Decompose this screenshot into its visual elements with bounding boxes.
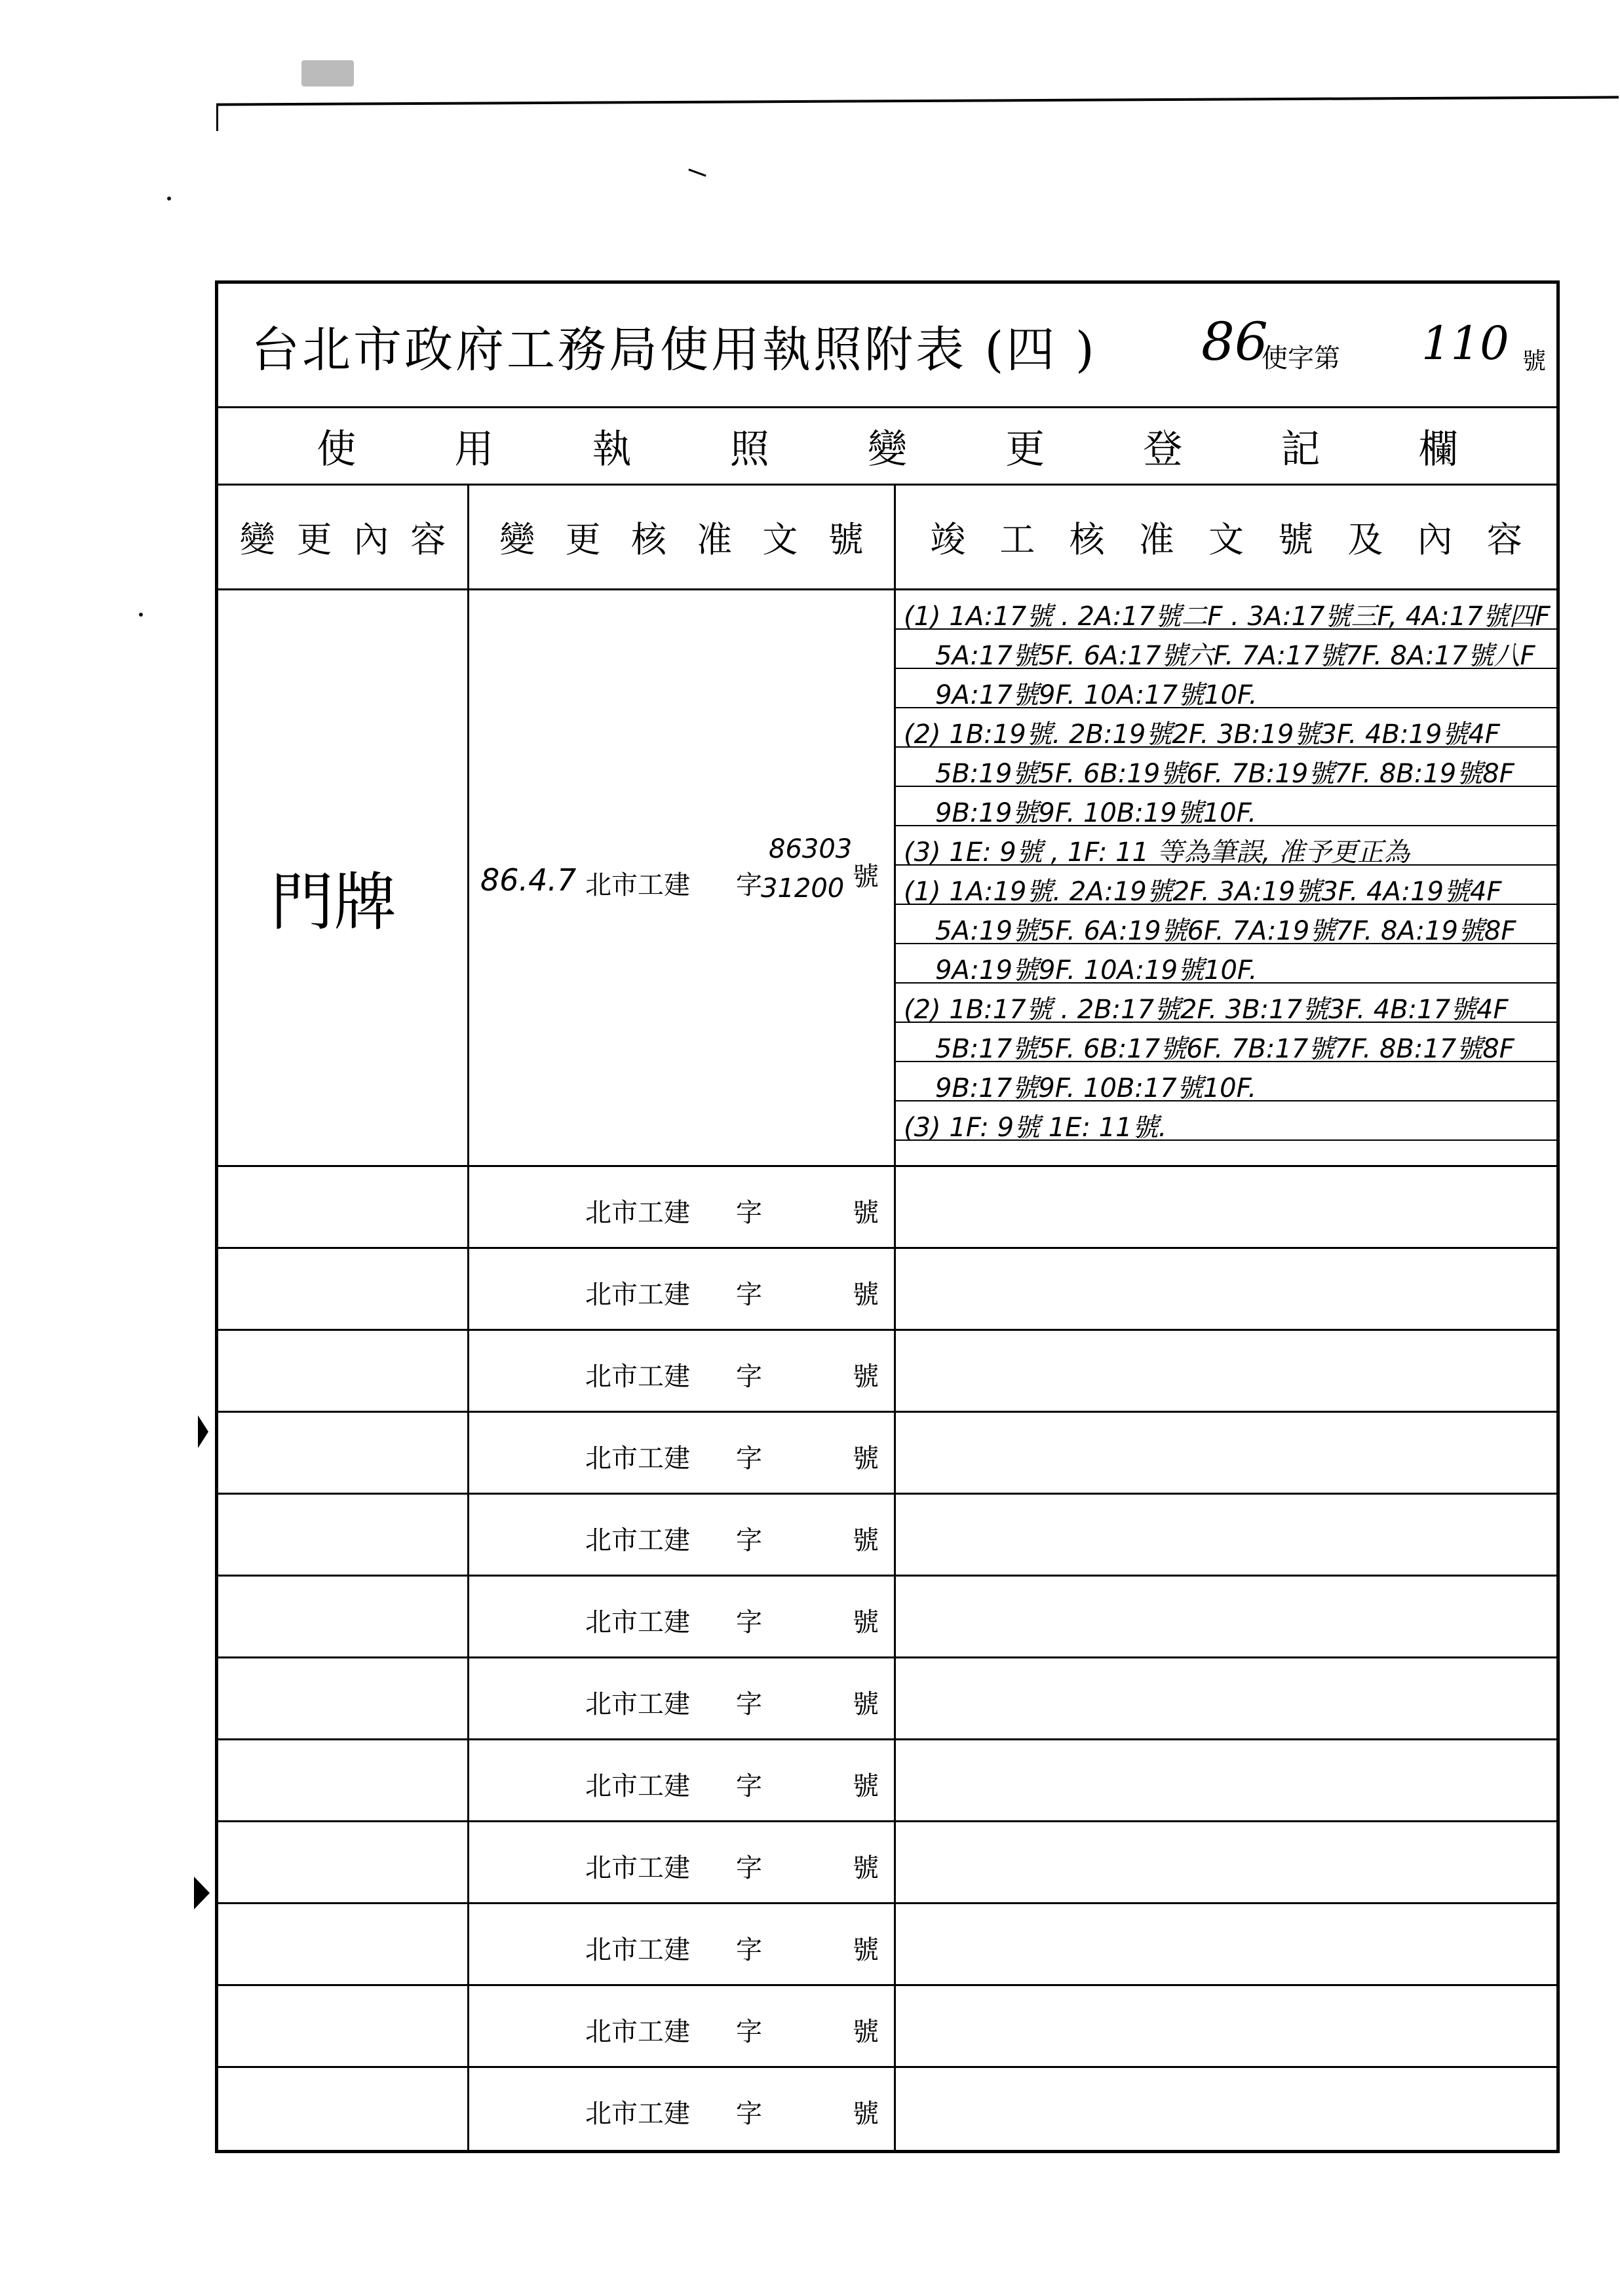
detail-line-3: 9A:17號9F. 10A:17號10F. <box>935 680 1258 710</box>
section-header-row <box>218 408 1556 486</box>
blank-row <box>218 1167 1556 1249</box>
scan-edge-mark <box>688 168 706 176</box>
detail-line-13: 9B:17號9F. 10B:17號10F. <box>935 1073 1257 1103</box>
blank-row <box>218 1249 1556 1331</box>
row-zi: 字 <box>736 1525 762 1556</box>
col-char: 號 <box>1278 519 1314 560</box>
col-char: 文 <box>762 519 798 560</box>
permit-year: 86 <box>1201 311 1268 372</box>
permit-prefix: 使字第 <box>1262 343 1340 373</box>
blank-row <box>218 1413 1556 1495</box>
scan-speck <box>139 613 143 617</box>
scan-speck <box>301 60 354 86</box>
completion-details <box>896 590 1556 1167</box>
detail-line-6: 9B:19號9F. 10B:19號10F. <box>935 798 1257 828</box>
section-char: 登 <box>1143 426 1183 472</box>
scan-edge-mark <box>216 105 218 131</box>
row-zi: 字 <box>736 2099 762 2129</box>
row-hao: 號 <box>853 1444 879 1474</box>
section-char: 執 <box>592 426 632 472</box>
entry-date: 86.4.7 <box>480 862 577 898</box>
permit-form <box>215 280 1560 2153</box>
entry-zi: 字 <box>736 870 762 900</box>
permit-suffix: 號 <box>1522 348 1547 375</box>
detail-line-7: (3) 1E: 9號 , 1F: 11 等為筆誤, 准予更正為 <box>904 837 1410 868</box>
detail-line-14: (3) 1F: 9號 1E: 11號. <box>904 1113 1167 1143</box>
blank-row <box>218 1577 1556 1658</box>
col-char: 變 <box>239 519 275 560</box>
row-zi: 字 <box>736 1607 762 1637</box>
section-char: 記 <box>1281 426 1321 472</box>
row-hao: 號 <box>853 1689 879 1719</box>
col-char: 容 <box>1486 519 1522 560</box>
col-char: 核 <box>630 519 666 560</box>
entry-hao: 號 <box>853 862 879 892</box>
blank-row <box>218 1740 1556 1822</box>
col-char: 文 <box>1208 519 1244 560</box>
section-char: 使 <box>317 426 357 472</box>
col-char: 核 <box>1069 519 1105 560</box>
blank-row <box>218 1331 1556 1413</box>
section-char: 更 <box>1005 426 1045 472</box>
side-marker <box>194 1877 210 1909</box>
blank-row <box>218 2068 1556 2150</box>
row-agency: 北市工建 <box>585 1771 690 1801</box>
col-char: 更 <box>296 519 332 560</box>
row-hao: 號 <box>853 1525 879 1556</box>
entry-doc-no-bottom: 31200 <box>761 873 845 904</box>
col-approval-doc-header <box>469 486 894 588</box>
col-char: 准 <box>1138 519 1174 560</box>
row-hao: 號 <box>853 1935 879 1965</box>
entry-doc-no-top: 86303 <box>769 834 853 864</box>
row-agency: 北市工建 <box>585 1935 690 1965</box>
row-agency: 北市工建 <box>585 2099 690 2129</box>
section-char: 變 <box>867 426 907 472</box>
permit-number: 110 <box>1421 316 1509 370</box>
row-zi: 字 <box>736 1280 762 1310</box>
entry-agency: 北市工建 <box>585 870 690 900</box>
col-char: 及 <box>1347 519 1383 560</box>
detail-line-1: (1) 1A:17號 . 2A:17號二F . 3A:17號三F, 4A:17號四F <box>904 602 1551 632</box>
row-zi: 字 <box>736 1853 762 1883</box>
row-zi: 字 <box>736 1444 762 1474</box>
column-header-row <box>218 486 1556 590</box>
title-row <box>218 284 1556 408</box>
blank-row <box>218 1658 1556 1740</box>
detail-line-2: 5A:17號5F. 6A:17號六F. 7A:17號7F. 8A:17號八F <box>935 641 1535 671</box>
blank-row <box>218 1495 1556 1577</box>
row-agency: 北市工建 <box>585 1689 690 1719</box>
col-char: 竣 <box>930 519 966 560</box>
section-char: 照 <box>729 426 769 472</box>
row-zi: 字 <box>736 1362 762 1392</box>
row-agency: 北市工建 <box>585 1853 690 1883</box>
col-char: 內 <box>353 519 389 560</box>
section-char: 用 <box>454 426 494 472</box>
row-hao: 號 <box>853 1280 879 1310</box>
row-zi: 字 <box>736 2017 762 2047</box>
row-zi: 字 <box>736 1771 762 1801</box>
blank-row <box>218 1986 1556 2068</box>
row-agency: 北市工建 <box>585 1525 690 1556</box>
scan-speck <box>167 197 171 201</box>
blank-row <box>218 1822 1556 1904</box>
detail-line-5: 5B:19號5F. 6B:19號6F. 7B:19號7F. 8B:19號8F <box>935 759 1514 789</box>
row-agency: 北市工建 <box>585 1280 690 1310</box>
row-hao: 號 <box>853 2099 879 2129</box>
form-title: 台北市政府工務局使用執照附表 (四 ) <box>251 322 1097 378</box>
row-zi: 字 <box>736 1198 762 1228</box>
row-agency: 北市工建 <box>585 2017 690 2047</box>
row-zi: 字 <box>736 1935 762 1965</box>
section-header <box>218 408 1556 484</box>
row-agency: 北市工建 <box>585 1198 690 1228</box>
detail-line-12: 5B:17號5F. 6B:17號6F. 7B:17號7F. 8B:17號8F <box>935 1034 1514 1064</box>
col-char: 工 <box>999 519 1035 560</box>
detail-line-9: 5A:19號5F. 6A:19號6F. 7A:19號7F. 8A:19號8F <box>935 916 1516 946</box>
row-agency: 北市工建 <box>585 1607 690 1637</box>
col-char: 容 <box>410 519 446 560</box>
col-char: 變 <box>499 519 535 560</box>
col-change-content-header <box>218 486 467 588</box>
detail-line-10: 9A:19號9F. 10A:19號10F. <box>935 955 1258 985</box>
col-char: 更 <box>565 519 601 560</box>
row-hao: 號 <box>853 1853 879 1883</box>
detail-line-11: (2) 1B:17號 . 2B:17號2F. 3B:17號3F. 4B:17號4F <box>904 995 1509 1025</box>
entry-row <box>218 590 1556 1167</box>
row-hao: 號 <box>853 2017 879 2047</box>
side-marker <box>198 1415 208 1448</box>
row-agency: 北市工建 <box>585 1362 690 1392</box>
detail-line-8: (1) 1A:19號. 2A:19號2F. 3A:19號3F. 4A:19號4F <box>904 877 1502 907</box>
entry-change-content: 門牌 <box>271 866 396 939</box>
col-char: 內 <box>1417 519 1453 560</box>
col-char: 准 <box>697 519 733 560</box>
detail-line-4: (2) 1B:19號. 2B:19號2F. 3B:19號3F. 4B:19號4F <box>904 719 1500 750</box>
row-zi: 字 <box>736 1689 762 1719</box>
section-char: 欄 <box>1418 426 1458 472</box>
row-hao: 號 <box>853 1771 879 1801</box>
scan-edge-line <box>216 96 1619 105</box>
col-completion-header <box>896 486 1556 588</box>
col-char: 號 <box>828 519 864 560</box>
row-hao: 號 <box>853 1198 879 1228</box>
row-hao: 號 <box>853 1607 879 1637</box>
row-agency: 北市工建 <box>585 1444 690 1474</box>
row-hao: 號 <box>853 1362 879 1392</box>
blank-row <box>218 1904 1556 1986</box>
